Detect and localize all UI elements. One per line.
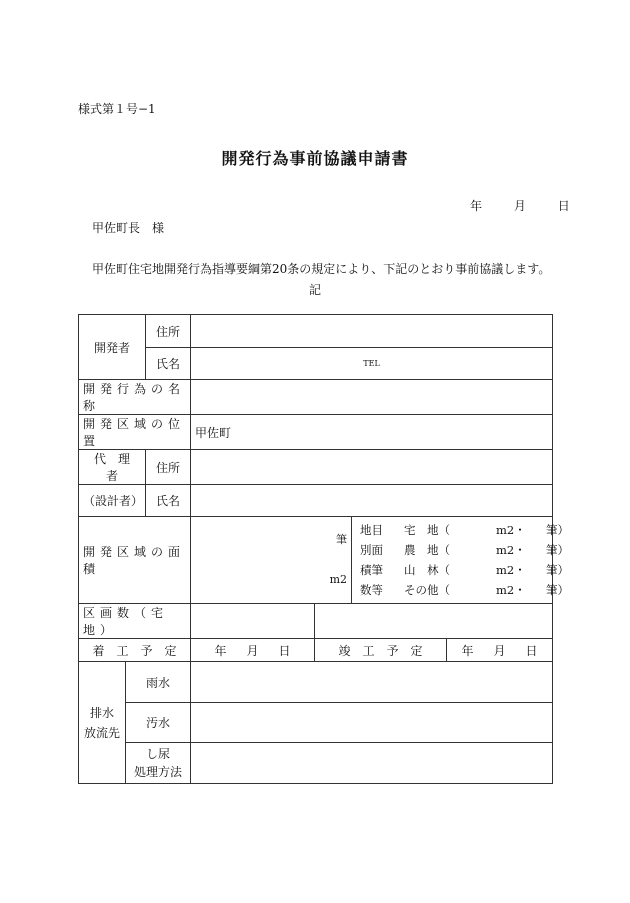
year-label: 年 [470, 199, 483, 213]
sewage-field[interactable] [191, 703, 553, 743]
year-label: 年 [461, 643, 474, 658]
tel-label: TEL [363, 359, 380, 368]
day-label: 日 [525, 643, 538, 658]
month-label: 月 [493, 643, 506, 658]
location-field[interactable]: 甲佐町 [191, 415, 553, 450]
year-label: 年 [214, 643, 227, 658]
lots-label: 区画数（宅地） [79, 604, 191, 639]
area-breakdown [352, 517, 570, 604]
drainage-line: 放流先 [83, 725, 120, 740]
breakdown-header: 地目 [360, 523, 384, 537]
lots-blank [315, 604, 553, 639]
ki-heading: 記 [308, 283, 321, 297]
complete-label: 竣 工 予 定 [315, 639, 447, 662]
development-name-label: 開発行為の名称 [79, 380, 191, 415]
breakdown-end: 筆） [546, 523, 570, 537]
breakdown-end: 筆） [546, 583, 570, 597]
developer-name-field[interactable] [191, 348, 553, 380]
complete-date-field[interactable] [447, 639, 553, 662]
date-line [470, 197, 570, 214]
agent-address-label: 住所 [146, 450, 191, 485]
designer-label: （設計者） [79, 485, 146, 517]
hitsu-unit: 筆 [336, 533, 348, 546]
breakdown-header: 数等 [360, 583, 384, 597]
lots-field[interactable] [191, 604, 315, 639]
location-label: 開発区域の位置 [79, 415, 191, 450]
breakdown-header: 別面 [360, 543, 384, 557]
breakdown-unit: m2・ [496, 523, 526, 537]
breakdown-row [360, 540, 570, 560]
agent-name-label: 氏名 [146, 485, 191, 517]
breakdown-row [360, 580, 570, 600]
drainage-line: 排水 [89, 705, 114, 720]
nightsoil-field[interactable] [191, 743, 553, 784]
developer-address-label: 住所 [146, 315, 191, 348]
agent-name-field[interactable] [191, 485, 553, 517]
nightsoil-line: し尿 [146, 747, 171, 761]
intro-text: 甲佐町住宅地開発行為指導要綱第20条の規定により、下記のとおり事前協議します。 [92, 262, 551, 276]
m2-unit: m2 [329, 573, 348, 586]
sewage-label: 汚水 [126, 703, 191, 743]
breakdown-unit: m2・ [496, 583, 526, 597]
developer-label: 開発者 [79, 315, 146, 380]
breakdown-row [360, 560, 570, 580]
nightsoil-label [126, 743, 191, 784]
addressee: 甲佐町長 様 [92, 221, 165, 235]
nightsoil-line: 処理方法 [134, 765, 183, 779]
month-label: 月 [513, 199, 526, 213]
document-title: 開発行為事前協議申請書 [221, 149, 409, 168]
breakdown-type: 宅 地（ [404, 523, 451, 537]
month-label: 月 [246, 643, 259, 658]
breakdown-unit: m2・ [496, 563, 526, 577]
drainage-label [79, 662, 126, 784]
development-name-field[interactable] [191, 380, 553, 415]
start-label: 着 工 予 定 [79, 639, 191, 662]
start-date-field[interactable] [191, 639, 315, 662]
application-table [78, 314, 570, 784]
area-total-field[interactable] [191, 517, 352, 604]
rain-field[interactable] [191, 662, 553, 703]
area-label: 開発区域の面積 [79, 517, 191, 604]
rain-label: 雨水 [126, 662, 191, 703]
developer-name-label: 氏名 [146, 348, 191, 380]
day-label: 日 [278, 643, 291, 658]
developer-address-field[interactable] [191, 315, 553, 348]
breakdown-unit: m2・ [496, 543, 526, 557]
breakdown-type: 山 林（ [404, 563, 451, 577]
day-label: 日 [557, 199, 570, 213]
breakdown-end: 筆） [546, 543, 570, 557]
agent-address-field[interactable] [191, 450, 553, 485]
breakdown-row [360, 520, 570, 540]
breakdown-type: その他（ [404, 583, 451, 597]
breakdown-header: 積筆 [360, 563, 384, 577]
breakdown-end: 筆） [546, 563, 570, 577]
form-number: 様式第１号−1 [78, 102, 156, 116]
breakdown-type: 農 地（ [404, 543, 451, 557]
agent-label: 代 理 者 [79, 450, 146, 485]
